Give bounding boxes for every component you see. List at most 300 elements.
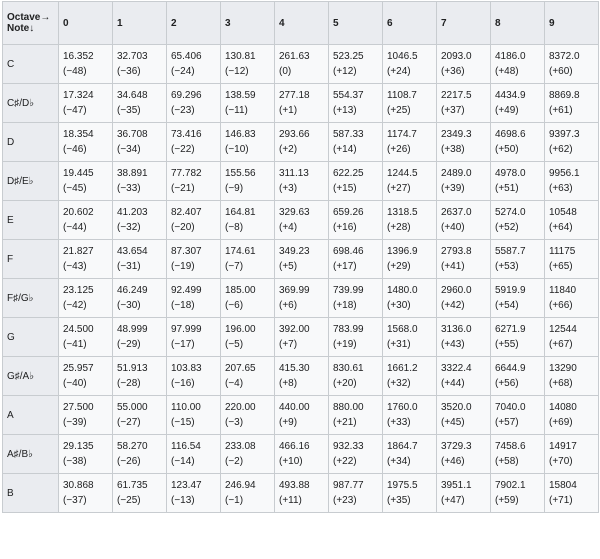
frequency-cell	[329, 318, 383, 357]
frequency-value: 415.30	[279, 363, 310, 374]
frequency-value: 18.354	[63, 129, 94, 140]
frequency-cell	[437, 318, 491, 357]
cents-offset: (+29)	[387, 261, 411, 272]
frequency-value: 2793.8	[441, 246, 472, 257]
frequency-cell	[545, 318, 599, 357]
frequency-cell	[167, 201, 221, 240]
frequency-cell	[383, 201, 437, 240]
frequency-value: 880.00	[333, 402, 364, 413]
frequency-value: 440.00	[279, 402, 310, 413]
cents-offset: (+41)	[441, 261, 465, 272]
frequency-value: 82.407	[171, 207, 202, 218]
frequency-value: 2093.0	[441, 51, 472, 62]
frequency-cell	[329, 357, 383, 396]
frequency-cell	[275, 84, 329, 123]
cents-offset: (−16)	[171, 378, 195, 389]
cents-offset: (+9)	[279, 417, 298, 428]
frequency-cell	[329, 45, 383, 84]
cents-offset: (−17)	[171, 339, 195, 350]
frequency-value: 5919.9	[495, 285, 526, 296]
frequency-cell	[383, 279, 437, 318]
frequency-cell	[329, 84, 383, 123]
frequency-value: 185.00	[225, 285, 256, 296]
frequency-value: 233.08	[225, 441, 256, 452]
cents-offset: (−14)	[171, 456, 195, 467]
cents-offset: (+1)	[279, 105, 298, 116]
cents-offset: (−18)	[171, 300, 195, 311]
table-row	[3, 435, 599, 474]
frequency-value: 46.249	[117, 285, 148, 296]
cents-offset: (+45)	[441, 417, 465, 428]
frequency-value: 16.352	[63, 51, 94, 62]
frequency-value: 2217.5	[441, 90, 472, 101]
table-row	[3, 318, 599, 357]
frequency-value: 3951.1	[441, 480, 472, 491]
frequency-value: 36.708	[117, 129, 148, 140]
frequency-value: 3322.4	[441, 363, 472, 374]
cents-offset: (−11)	[225, 105, 248, 116]
frequency-cell	[113, 474, 167, 513]
frequency-value: 1661.2	[387, 363, 418, 374]
frequency-cell	[329, 201, 383, 240]
frequency-cell	[59, 123, 113, 162]
frequency-value: 6271.9	[495, 324, 526, 335]
frequency-value: 146.83	[225, 129, 256, 140]
cents-offset: (+18)	[333, 300, 357, 311]
cents-offset: (−43)	[63, 261, 87, 272]
cents-offset: (−26)	[117, 456, 141, 467]
frequency-cell	[275, 357, 329, 396]
cents-offset: (−23)	[171, 105, 195, 116]
cents-offset: (+15)	[333, 183, 357, 194]
frequency-cell	[329, 474, 383, 513]
frequency-value: 698.46	[333, 246, 364, 257]
frequency-cell	[383, 45, 437, 84]
cents-offset: (+21)	[333, 417, 357, 428]
cents-offset: (+4)	[279, 222, 298, 233]
cents-offset: (−36)	[117, 66, 141, 77]
frequency-cell	[59, 318, 113, 357]
table-row	[3, 474, 599, 513]
table-body	[3, 45, 599, 513]
cents-offset: (+6)	[279, 300, 298, 311]
cents-offset: (−37)	[63, 495, 87, 506]
cents-offset: (−8)	[225, 222, 244, 233]
note-name-cell: B	[3, 474, 59, 513]
table-row	[3, 45, 599, 84]
frequency-cell	[437, 279, 491, 318]
frequency-value: 9397.3	[549, 129, 580, 140]
frequency-cell	[275, 162, 329, 201]
cents-offset: (+38)	[441, 144, 465, 155]
frequency-value: 1480.0	[387, 285, 418, 296]
cents-offset: (+17)	[333, 261, 357, 272]
frequency-cell	[545, 162, 599, 201]
frequency-value: 14080	[549, 402, 577, 413]
cents-offset: (+35)	[387, 495, 411, 506]
frequency-cell	[437, 45, 491, 84]
frequency-value: 7902.1	[495, 480, 526, 491]
frequency-cell	[113, 45, 167, 84]
frequency-value: 27.500	[63, 402, 94, 413]
frequency-value: 8869.8	[549, 90, 580, 101]
cents-offset: (−9)	[225, 183, 244, 194]
cents-offset: (+40)	[441, 222, 465, 233]
frequency-value: 12544	[549, 324, 577, 335]
frequency-value: 659.26	[333, 207, 364, 218]
cents-offset: (+7)	[279, 339, 298, 350]
frequency-value: 246.94	[225, 480, 256, 491]
frequency-cell	[167, 45, 221, 84]
cents-offset: (−7)	[225, 261, 244, 272]
frequency-cell	[545, 45, 599, 84]
cents-offset: (+50)	[495, 144, 519, 155]
table-row	[3, 123, 599, 162]
frequency-value: 116.54	[171, 441, 201, 452]
frequency-cell	[491, 162, 545, 201]
frequency-cell	[491, 45, 545, 84]
frequency-cell	[545, 84, 599, 123]
frequency-value: 7458.6	[495, 441, 526, 452]
note-name-cell: A	[3, 396, 59, 435]
frequency-value: 277.18	[279, 90, 310, 101]
octave-header: 4	[275, 2, 329, 45]
cents-offset: (+53)	[495, 261, 519, 272]
frequency-cell	[59, 240, 113, 279]
frequency-cell	[113, 318, 167, 357]
frequency-cell	[59, 279, 113, 318]
frequency-cell	[329, 396, 383, 435]
frequency-value: 25.957	[63, 363, 94, 374]
note-name-cell: G♯/A♭	[3, 357, 59, 396]
frequency-value: 2489.0	[441, 168, 472, 179]
frequency-value: 11175	[549, 246, 576, 257]
frequency-cell	[221, 201, 275, 240]
frequency-cell	[491, 318, 545, 357]
cents-offset: (+37)	[441, 105, 465, 116]
cents-offset: (+57)	[495, 417, 519, 428]
frequency-value: 123.47	[171, 480, 202, 491]
frequency-cell	[383, 396, 437, 435]
cents-offset: (+63)	[549, 183, 573, 194]
frequency-cell	[167, 162, 221, 201]
frequency-value: 155.56	[225, 168, 256, 179]
frequency-cell	[167, 279, 221, 318]
frequency-value: 1975.5	[387, 480, 418, 491]
frequency-cell	[113, 396, 167, 435]
cents-offset: (+11)	[279, 495, 302, 506]
table-row	[3, 357, 599, 396]
note-name-cell: D♯/E♭	[3, 162, 59, 201]
octave-header: 8	[491, 2, 545, 45]
cents-offset: (+54)	[495, 300, 519, 311]
note-name-cell: D	[3, 123, 59, 162]
octave-header: 7	[437, 2, 491, 45]
cents-offset: (−45)	[63, 183, 87, 194]
frequency-value: 207.65	[225, 363, 256, 374]
cents-offset: (−46)	[63, 144, 87, 155]
note-frequency-table-page	[0, 1, 600, 559]
frequency-value: 1046.5	[387, 51, 418, 62]
table-row	[3, 279, 599, 318]
cents-offset: (−1)	[225, 495, 244, 506]
frequency-value: 41.203	[117, 207, 148, 218]
octave-header: 0	[59, 2, 113, 45]
frequency-cell	[167, 435, 221, 474]
frequency-cell	[437, 201, 491, 240]
cents-offset: (+10)	[279, 456, 303, 467]
cents-offset: (+52)	[495, 222, 519, 233]
cents-offset: (−33)	[117, 183, 141, 194]
cents-offset: (−27)	[117, 417, 141, 428]
frequency-cell	[167, 396, 221, 435]
frequency-cell	[275, 45, 329, 84]
cents-offset: (+28)	[387, 222, 411, 233]
frequency-value: 73.416	[171, 129, 202, 140]
frequency-value: 130.81	[225, 51, 256, 62]
frequency-cell	[383, 84, 437, 123]
frequency-value: 587.33	[333, 129, 364, 140]
octave-header: 9	[545, 2, 599, 45]
cents-offset: (−20)	[171, 222, 195, 233]
note-name-cell: F♯/G♭	[3, 279, 59, 318]
frequency-cell	[383, 435, 437, 474]
cents-offset: (+24)	[387, 66, 411, 77]
frequency-cell	[491, 435, 545, 474]
frequency-cell	[59, 201, 113, 240]
frequency-cell	[491, 201, 545, 240]
frequency-cell	[545, 357, 599, 396]
cents-offset: (+36)	[441, 66, 465, 77]
frequency-cell	[113, 123, 167, 162]
frequency-value: 8372.0	[549, 51, 580, 62]
frequency-value: 4978.0	[495, 168, 526, 179]
frequency-cell	[383, 318, 437, 357]
cents-offset: (+59)	[495, 495, 519, 506]
frequency-cell	[59, 162, 113, 201]
cents-offset: (+31)	[387, 339, 411, 350]
cents-offset: (+32)	[387, 378, 411, 389]
frequency-value: 43.654	[117, 246, 148, 257]
frequency-value: 392.00	[279, 324, 310, 335]
frequency-value: 1568.0	[387, 324, 418, 335]
octave-header: 2	[167, 2, 221, 45]
frequency-cell	[491, 84, 545, 123]
frequency-cell	[491, 474, 545, 513]
frequency-cell	[221, 396, 275, 435]
frequency-cell	[167, 123, 221, 162]
frequency-value: 311.13	[279, 168, 309, 179]
cents-offset: (−15)	[171, 417, 195, 428]
frequency-cell	[545, 279, 599, 318]
cents-offset: (+25)	[387, 105, 411, 116]
frequency-value: 9956.1	[549, 168, 580, 179]
cents-offset: (−4)	[225, 378, 244, 389]
frequency-cell	[59, 396, 113, 435]
cents-offset: (0)	[279, 66, 292, 77]
frequency-value: 220.00	[225, 402, 256, 413]
cents-offset: (−25)	[117, 495, 141, 506]
frequency-cell	[59, 435, 113, 474]
frequency-cell	[383, 474, 437, 513]
frequency-value: 3136.0	[441, 324, 472, 335]
cents-offset: (+5)	[279, 261, 298, 272]
cents-offset: (+46)	[441, 456, 465, 467]
cents-offset: (+70)	[549, 456, 573, 467]
frequency-cell	[113, 162, 167, 201]
note-name-cell: A♯/B♭	[3, 435, 59, 474]
cents-offset: (−13)	[171, 495, 195, 506]
frequency-cell	[221, 162, 275, 201]
frequency-cell	[113, 435, 167, 474]
cents-offset: (+43)	[441, 339, 465, 350]
frequency-value: 1760.0	[387, 402, 418, 413]
frequency-value: 110.00	[171, 402, 201, 413]
frequency-cell	[437, 162, 491, 201]
frequency-value: 20.602	[63, 207, 94, 218]
cents-offset: (−38)	[63, 456, 87, 467]
table-row	[3, 396, 599, 435]
frequency-cell	[275, 240, 329, 279]
frequency-value: 65.406	[171, 51, 202, 62]
octave-header: 1	[113, 2, 167, 45]
cents-offset: (−5)	[225, 339, 244, 350]
frequency-cell	[437, 474, 491, 513]
cents-offset: (+13)	[333, 105, 357, 116]
frequency-value: 1174.7	[387, 129, 417, 140]
frequency-value: 4434.9	[495, 90, 526, 101]
cents-offset: (+48)	[495, 66, 519, 77]
note-name-cell: E	[3, 201, 59, 240]
frequency-cell	[329, 279, 383, 318]
cents-offset: (+22)	[333, 456, 357, 467]
frequency-cell	[437, 240, 491, 279]
frequency-value: 554.37	[333, 90, 364, 101]
cents-offset: (−10)	[225, 144, 249, 155]
cents-offset: (−24)	[171, 66, 195, 77]
frequency-value: 932.33	[333, 441, 364, 452]
cents-offset: (−31)	[117, 261, 141, 272]
frequency-value: 29.135	[63, 441, 94, 452]
frequency-cell	[59, 357, 113, 396]
frequency-cell	[167, 240, 221, 279]
cents-offset: (−34)	[117, 144, 141, 155]
frequency-cell	[491, 123, 545, 162]
frequency-cell	[545, 474, 599, 513]
frequency-cell	[383, 357, 437, 396]
cents-offset: (+33)	[387, 417, 411, 428]
cents-offset: (+62)	[549, 144, 573, 155]
frequency-value: 14917	[549, 441, 577, 452]
cents-offset: (+30)	[387, 300, 411, 311]
frequency-cell	[491, 279, 545, 318]
frequency-cell	[275, 318, 329, 357]
cents-offset: (+51)	[495, 183, 519, 194]
frequency-value: 5274.0	[495, 207, 526, 218]
frequency-cell	[383, 162, 437, 201]
frequency-value: 349.23	[279, 246, 310, 257]
frequency-value: 5587.7	[495, 246, 526, 257]
frequency-cell	[275, 279, 329, 318]
cents-offset: (−21)	[171, 183, 195, 194]
frequency-value: 2960.0	[441, 285, 472, 296]
cents-offset: (+69)	[549, 417, 573, 428]
cents-offset: (+61)	[549, 105, 573, 116]
cents-offset: (−28)	[117, 378, 141, 389]
cents-offset: (+23)	[333, 495, 357, 506]
frequency-cell	[383, 123, 437, 162]
frequency-value: 69.296	[171, 90, 202, 101]
cents-offset: (−29)	[117, 339, 141, 350]
frequency-value: 1244.5	[387, 168, 418, 179]
cents-offset: (+60)	[549, 66, 573, 77]
frequency-cell	[275, 201, 329, 240]
note-name-cell: F	[3, 240, 59, 279]
corner-note-label: Note↓	[7, 23, 35, 34]
frequency-value: 3520.0	[441, 402, 472, 413]
table-row	[3, 162, 599, 201]
frequency-value: 293.66	[279, 129, 310, 140]
frequency-cell	[59, 84, 113, 123]
frequency-cell	[329, 123, 383, 162]
frequency-value: 164.81	[225, 207, 256, 218]
note-name-cell: G	[3, 318, 59, 357]
frequency-cell	[275, 123, 329, 162]
frequency-cell	[491, 240, 545, 279]
frequency-cell	[545, 240, 599, 279]
octave-header: 5	[329, 2, 383, 45]
frequency-cell	[491, 357, 545, 396]
cents-offset: (−2)	[225, 456, 244, 467]
corner-header	[3, 2, 59, 45]
note-frequency-table	[2, 1, 599, 513]
frequency-cell	[437, 84, 491, 123]
cents-offset: (+19)	[333, 339, 357, 350]
frequency-value: 6644.9	[495, 363, 526, 374]
frequency-value: 77.782	[171, 168, 202, 179]
frequency-cell	[275, 396, 329, 435]
frequency-cell	[221, 435, 275, 474]
frequency-value: 1108.7	[387, 90, 417, 101]
cents-offset: (−48)	[63, 66, 87, 77]
frequency-value: 2349.3	[441, 129, 472, 140]
frequency-value: 523.25	[333, 51, 364, 62]
octave-header: 3	[221, 2, 275, 45]
cents-offset: (−30)	[117, 300, 141, 311]
frequency-cell	[437, 435, 491, 474]
frequency-value: 61.735	[117, 480, 148, 491]
frequency-cell	[545, 396, 599, 435]
frequency-value: 493.88	[279, 480, 310, 491]
header-row	[3, 2, 599, 45]
frequency-value: 783.99	[333, 324, 364, 335]
corner-octave-label: Octave→	[7, 12, 51, 23]
frequency-value: 97.999	[171, 324, 202, 335]
frequency-value: 11840	[549, 285, 577, 296]
cents-offset: (−35)	[117, 105, 141, 116]
cents-offset: (−41)	[63, 339, 87, 350]
cents-offset: (+39)	[441, 183, 465, 194]
frequency-value: 55.000	[117, 402, 148, 413]
frequency-cell	[437, 396, 491, 435]
cents-offset: (+42)	[441, 300, 465, 311]
frequency-cell	[491, 396, 545, 435]
cents-offset: (+44)	[441, 378, 465, 389]
frequency-value: 10548	[549, 207, 577, 218]
cents-offset: (−44)	[63, 222, 87, 233]
frequency-cell	[113, 357, 167, 396]
frequency-cell	[167, 84, 221, 123]
